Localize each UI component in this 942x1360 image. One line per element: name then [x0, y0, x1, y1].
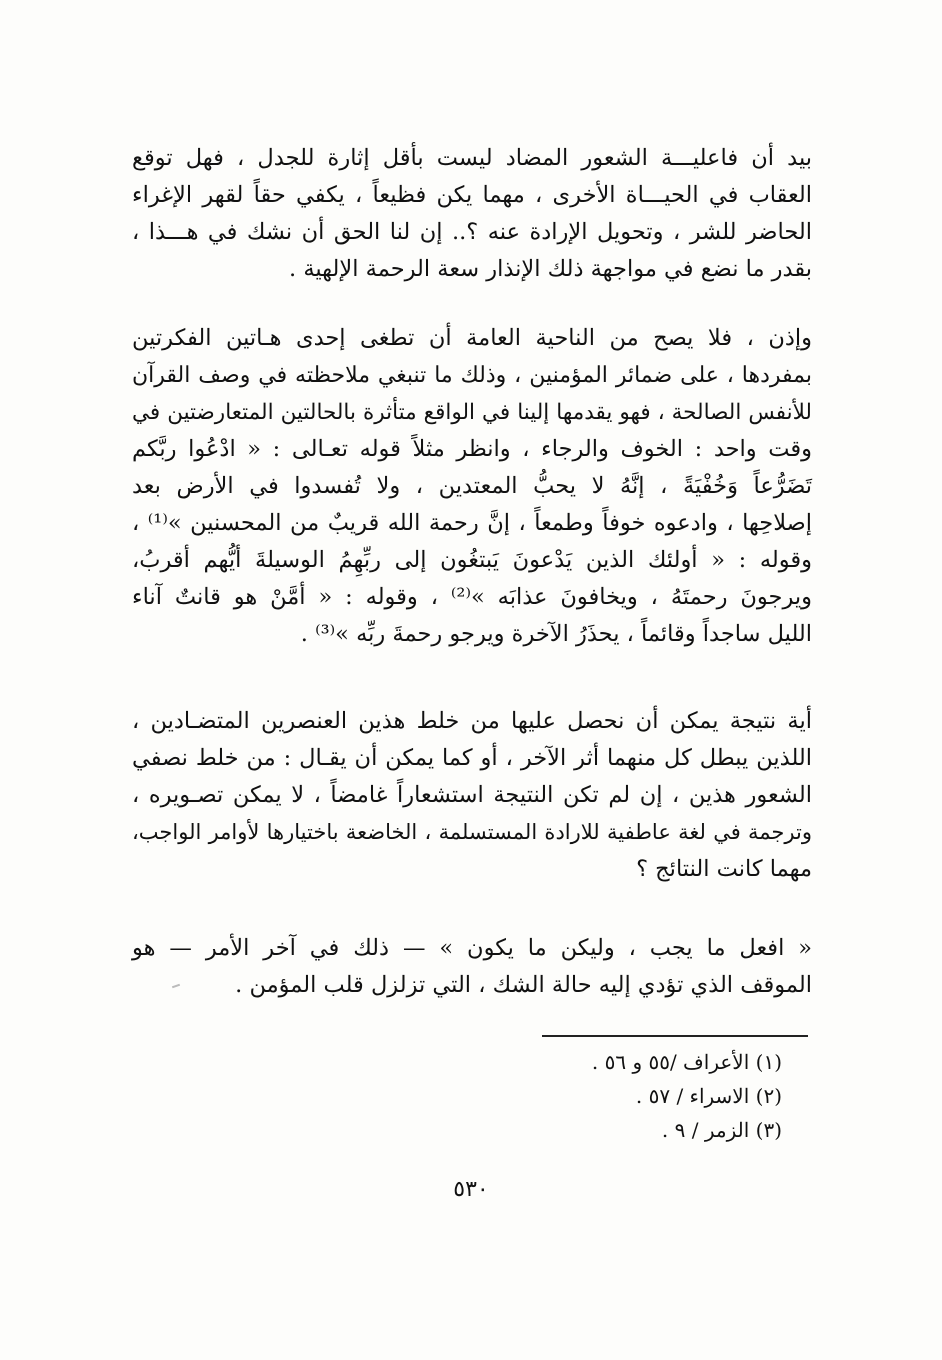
- paragraph-line: وترجمة في لغة عاطفية للارادة المستسلمة ، الخاضعة باختيارها لأوامر الواجب،: [132, 820, 812, 844]
- footnote-2: (٢) الاسراء / ٥٧ .: [635, 1084, 782, 1108]
- paragraph-line: تَضَرُّعاً وَخُفْيَةً ، إنَّهُ لا يحبُّ المعتدين ، ولا تُفسدوا في الأرض بعد: [132, 473, 812, 499]
- footnote-divider: [542, 1035, 808, 1037]
- paragraph-line: اللذين يبطل كل منهما أثر الآخر ، أو كما يمكن أن يقـال : من خلط نصفي: [132, 745, 812, 771]
- paragraph-line: العقاب في الحيـــاة الأخرى ، مهما يكن فظيعاً ، يكفي حقاً لقهر الإغراء: [132, 182, 812, 208]
- paragraph-2: [132, 320, 812, 653]
- paragraph-line: وإذن ، فلا يصح من الناحية العامة أن تطغى إحدى هـاتين الفكرتين: [132, 325, 812, 351]
- page-number: ٥٣٠: [453, 1177, 489, 1202]
- paragraph-line: أية نتيجة يمكن أن نحصل عليها من خلط هذين العنصرين المتضـادين ،: [132, 708, 812, 734]
- paragraph-line: وقت واحد : الخوف والرجاء ، وانظر مثلاً قوله تعـالى : « ادْعُوا ربَّكم: [132, 436, 812, 462]
- paragraph-line: الليل ساجداً وقائماً ، يحذَرُ الآخرة ويرجو رحمةَ ربِّه »⁽³⁾ .: [300, 621, 812, 647]
- paragraph-1: [132, 140, 812, 288]
- paragraph-line: الشعور هذين ، إن لم تكن النتيجة استشعاراً غامضاً ، لا يمكن تصـويره ،: [132, 782, 812, 808]
- paragraph-3: [132, 703, 812, 888]
- paragraph-line: إصلاحِها ، وادعوه خوفاً وطمعاً ، إنَّ رحمة الله قريبٌ من المحسنين »⁽¹⁾ ،: [132, 510, 812, 536]
- paragraph-line: بمفردها ، على ضمائر المؤمنين ، وذلك ما تنبغي ملاحظته في وصف القرآن: [132, 363, 812, 388]
- paragraph-line: الموقف الذي تؤدي إليه حالة الشك ، التي تزلزل قلب المؤمن .: [235, 972, 812, 998]
- paragraph-line: « افعل ما يجب ، وليكن ما يكون » — ذلك في آخر الأمر — هو: [132, 935, 812, 961]
- paragraph-4: [132, 930, 812, 1004]
- paragraph-line: مهما كانت النتائج ؟: [636, 856, 812, 882]
- footnote-3: (٣) الزمر / ٩ .: [661, 1118, 782, 1142]
- paragraph-line: بقدر ما نضع في مواجهة ذلك الإنذار سعة الرحمة الإلهية .: [289, 256, 812, 282]
- paragraph-line: ويرجونَ رحمتَهُ ، ويخافونَ عذابَه »⁽²⁾ ، وقوله : « أمَّنْ هو قانتٌ آناء: [132, 584, 812, 610]
- paragraph-line: للأنفس الصالحة ، فهو يقدمها إلينا في الواقع متأثرة بالحالتين المتعارضتين في: [132, 400, 812, 425]
- paragraph-line: الحاضر للشر ، وتحويل الإرادة عنه ؟.. إن لنا الحق أن نشك في هـــذا ،: [132, 219, 812, 245]
- footnotes: [482, 1045, 782, 1147]
- footnote-1: (١) الأعراف /٥٥ و ٥٦ .: [591, 1050, 782, 1074]
- paragraph-line: وقوله : « أولئك الذين يَدْعونَ يَبتغُون إلى ربِّهِمُ الوسيلةَ أيُّهم أقربُ،: [132, 547, 812, 573]
- paragraph-line: بيد أن فاعليـــة الشعور المضاد ليست بأقل إثارة للجدل ، فهل توقع: [132, 145, 812, 171]
